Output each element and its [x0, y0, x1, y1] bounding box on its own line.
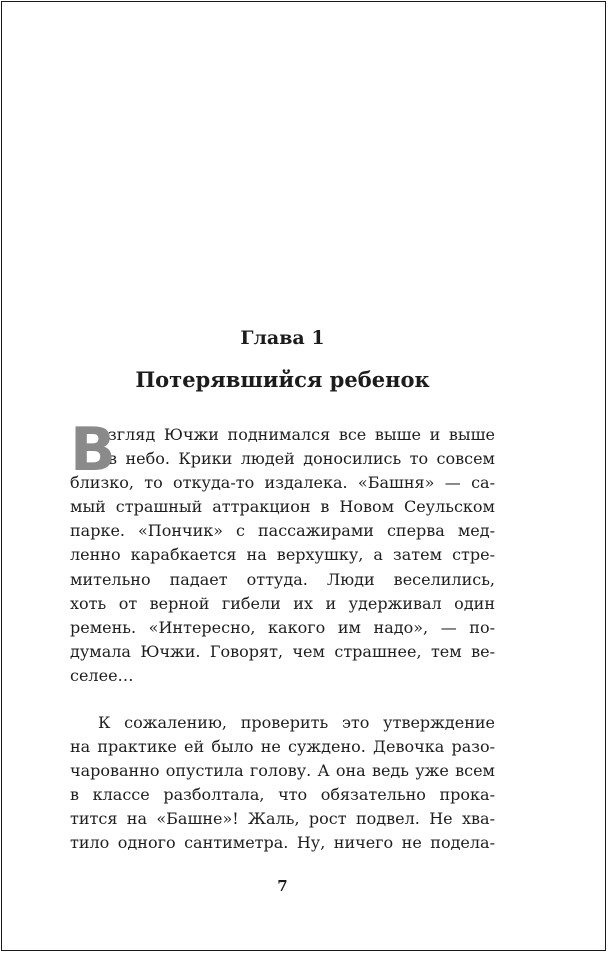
chapter-number: Глава 1 — [240, 327, 325, 349]
text-line: близко, то откуда-то издалека. «Башня» — са- — [70, 473, 495, 493]
drop-cap: В — [70, 415, 116, 485]
text-line: думала Ючжи. Говорят, чем страшнее, тем ве- — [70, 641, 495, 661]
text-line: в небо. Крики людей доносились то совсем — [108, 449, 495, 469]
page-number: 7 — [277, 877, 288, 895]
text-line: мительно падает оттуда. Люди веселились, — [70, 569, 495, 589]
text-line: ремень. «Интересно, какого им надо», — по- — [70, 617, 495, 637]
text-line: К сожалению, проверить это утверждение — [98, 713, 495, 732]
text-line: на практике ей было не суждено. Девочка разо- — [70, 737, 495, 757]
text-line: тило одного сантиметра. Ну, ничего не подела- — [70, 833, 495, 853]
text-line: парке. «Пончик» с пассажирами сперва мед- — [70, 521, 495, 541]
paragraph-2 — [70, 711, 495, 856]
chapter-title: Потерявшийся ребенок — [135, 367, 430, 392]
paragraph-1 — [70, 415, 495, 688]
text-line: чарованно опустила голову. А она ведь уже всем — [70, 761, 495, 781]
book-page — [1, 1, 606, 951]
text-line: тится на «Башне»! Жаль, рост подвел. Не хва- — [70, 809, 495, 829]
text-line: згляд Ючжи поднимался все выше и выше — [108, 425, 495, 444]
text-line: в классе разболтала, что обязательно прока- — [70, 785, 495, 805]
text-line: хоть от верной гибели их и удерживал один — [70, 593, 495, 613]
text-line: ленно карабкается на верхушку, а затем стре- — [70, 545, 495, 565]
text-line: селее… — [70, 665, 134, 685]
text-line: мый страшный аттракцион в Новом Сеульском — [70, 497, 495, 517]
